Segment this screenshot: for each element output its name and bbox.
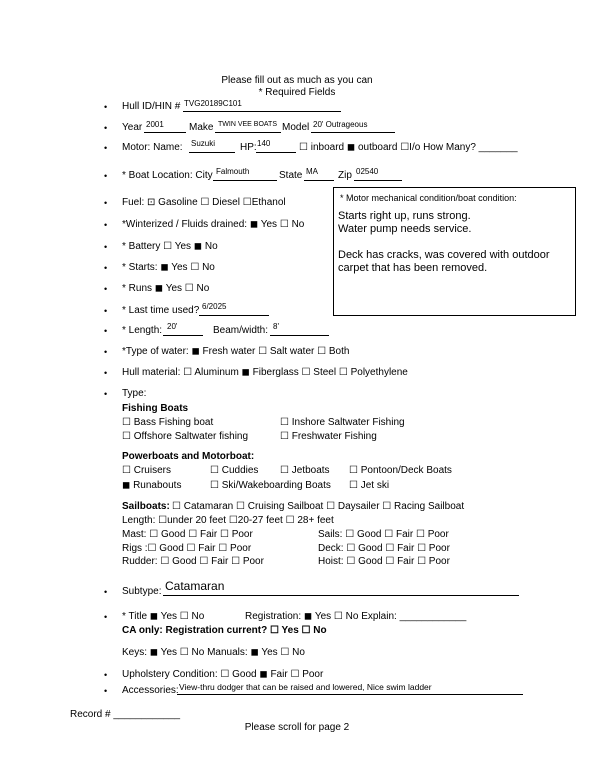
sailboats-heading: Sailboats:: [122, 501, 170, 512]
bullet: •: [104, 242, 108, 252]
year-line[interactable]: [144, 132, 186, 133]
runs-options[interactable]: * Runs ◼ Yes ☐ No: [122, 283, 210, 294]
model-line[interactable]: [311, 132, 395, 133]
subtype-label: Subtype:: [122, 586, 162, 597]
bullet: •: [104, 326, 108, 336]
hull-id-label: Hull ID/HIN #: [122, 101, 181, 112]
deck-condition[interactable]: Deck: ☐ Good ☐ Fair ☐ Poor: [318, 543, 450, 554]
bullet: •: [104, 670, 108, 680]
bullet: •: [104, 612, 108, 622]
title-options[interactable]: * Title ◼ Yes ☐ No: [122, 611, 205, 622]
last-used-label: * Last time used?: [122, 305, 200, 316]
zip-line[interactable]: [354, 180, 402, 181]
battery-options[interactable]: * Battery ☐ Yes ◼ No: [122, 241, 218, 252]
model-label: Model: [282, 122, 310, 133]
bullet: •: [104, 389, 108, 399]
make-label: Make: [189, 122, 214, 133]
hull-id-value[interactable]: TVG20189C101: [184, 99, 242, 108]
hull-material-options[interactable]: Hull material: ☐ Aluminum ◼ Fiberglass ☐ Steel ☐ Polyethylene: [122, 367, 408, 378]
motor-type-options[interactable]: ☐ inboard ◼ outboard ☐I/o How Many? _______: [299, 142, 518, 153]
sails-condition[interactable]: Sails: ☐ Good ☐ Fair ☐ Poor: [318, 529, 449, 540]
model-value[interactable]: 20' Outrageous: [313, 120, 368, 129]
sailboat-length-options[interactable]: Length: ☐under 20 feet ☐20-27 feet ☐ 28+ feet: [122, 515, 334, 526]
bullet: •: [104, 102, 108, 112]
length-label: * Length:: [122, 325, 163, 336]
type-label: Type:: [122, 388, 147, 399]
inshore-fishing-option[interactable]: ☐ Inshore Saltwater Fishing: [280, 417, 405, 428]
bullet: •: [104, 284, 108, 294]
accessories-value[interactable]: View-thru dodger that can be raised and lowered, Nice swim ladder: [179, 682, 432, 692]
city-line[interactable]: [213, 180, 277, 181]
hull-id-line[interactable]: [183, 111, 341, 112]
state-label: State: [279, 170, 303, 181]
length-line[interactable]: [163, 335, 203, 336]
hp-line[interactable]: [256, 152, 296, 153]
subtype-value[interactable]: Catamaran: [165, 579, 225, 593]
powerboats-heading: Powerboats and Motorboat:: [122, 451, 255, 462]
rudder-condition[interactable]: Rudder: ☐ Good ☐ Fair ☐ Poor: [122, 556, 264, 567]
fishing-boats-heading: Fishing Boats: [122, 403, 189, 414]
mast-condition[interactable]: Mast: ☐ Good ☐ Fair ☐ Poor: [122, 529, 253, 540]
last-used-value[interactable]: 6/2025: [202, 302, 227, 311]
motor-name-value[interactable]: Suzuki: [191, 139, 216, 148]
winterized-options[interactable]: *Winterized / Fluids drained: ◼ Yes ☐ No: [122, 219, 305, 230]
year-value[interactable]: 2001: [146, 120, 164, 129]
hoist-condition[interactable]: Hoist: ☐ Good ☐ Fair ☐ Poor: [318, 556, 450, 567]
motor-name-line[interactable]: [189, 152, 235, 153]
subtype-line[interactable]: [163, 595, 519, 596]
freshwater-fishing-option[interactable]: ☐ Freshwater Fishing: [280, 431, 377, 442]
sailboat-type-options[interactable]: ☐ Catamaran ☐ Cruising Sailboat ☐ Daysailer ☐ Racing Sailboat: [172, 501, 465, 512]
bass-fishing-option[interactable]: ☐ Bass Fishing boat: [122, 417, 214, 428]
length-value[interactable]: 20': [167, 322, 178, 331]
beam-line[interactable]: [270, 335, 329, 336]
ca-registration-current[interactable]: CA only: Registration current? ☐ Yes ☐ No: [122, 625, 327, 636]
scroll-note: Please scroll for page 2: [244, 722, 350, 733]
bullet: •: [104, 263, 108, 273]
accessories-label: Accessories:: [122, 685, 179, 696]
bullet: •: [104, 171, 108, 181]
hp-value[interactable]: 140: [257, 139, 271, 148]
bullet: •: [104, 686, 108, 696]
fuel-options[interactable]: Fuel: ⊡ Gasoline ☐ Diesel ☐Ethanol: [122, 197, 286, 208]
condition-box-title: * Motor mechanical condition/boat condition:: [340, 193, 517, 203]
bullet: •: [104, 306, 108, 316]
bullet: •: [104, 123, 108, 133]
year-label: Year: [122, 122, 143, 133]
instructions-heading: Please fill out as much as you can: [221, 75, 373, 86]
zip-label: Zip: [338, 170, 352, 181]
beam-value[interactable]: 8': [273, 322, 279, 331]
state-value[interactable]: MA: [306, 167, 318, 176]
hp-label: HP:: [240, 142, 257, 153]
bullet: •: [104, 143, 108, 153]
bullet: •: [104, 347, 108, 357]
offshore-fishing-option[interactable]: ☐ Offshore Saltwater fishing: [122, 431, 249, 442]
jet-ski-option[interactable]: ☐ Jet ski: [349, 480, 390, 491]
starts-options[interactable]: * Starts: ◼ Yes ☐ No: [122, 262, 215, 273]
registration-options[interactable]: Registration: ◼ Yes ☐ No Explain: ____________: [245, 611, 467, 622]
bullet: •: [104, 198, 108, 208]
bullet: •: [104, 368, 108, 378]
ski-wakeboarding-option[interactable]: ☐ Ski/Wakeboarding Boats: [210, 480, 331, 491]
make-value[interactable]: TWIN VEE BOATS: [218, 121, 277, 128]
city-value[interactable]: Falmouth: [216, 167, 250, 176]
pontoon-option[interactable]: ☐ Pontoon/Deck Boats: [349, 465, 452, 476]
water-type-options[interactable]: *Type of water: ◼ Fresh water ☐ Salt water ☐ Both: [122, 346, 350, 357]
record-number[interactable]: Record # ____________: [70, 709, 181, 720]
accessories-line[interactable]: [177, 694, 523, 695]
required-fields-note: * Required Fields: [258, 87, 336, 98]
rigs-condition[interactable]: Rigs :☐ Good ☐ Fair ☐ Poor: [122, 543, 252, 554]
make-line[interactable]: [215, 132, 281, 133]
condition-box[interactable]: [333, 187, 576, 316]
last-used-line[interactable]: [199, 315, 269, 316]
zip-value[interactable]: 02540: [356, 167, 379, 176]
keys-manuals-options[interactable]: Keys: ◼ Yes ☐ No Manuals: ◼ Yes ☐ No: [122, 647, 305, 658]
condition-box-text[interactable]: Starts right up, runs strong. Water pump needs service. Deck has cracks, was covered with outdoor carpet that has been removed.: [338, 210, 550, 274]
upholstery-options[interactable]: Upholstery Condition: ☐ Good ◼ Fair ☐ Poor: [122, 669, 324, 680]
motor-name-label: Motor: Name:: [122, 142, 183, 153]
beam-label: Beam/width:: [213, 325, 269, 336]
bullet: •: [104, 587, 108, 597]
state-line[interactable]: [304, 180, 334, 181]
bullet: •: [104, 220, 108, 230]
location-city-label: * Boat Location: City: [122, 170, 213, 181]
cuddies-option[interactable]: ☐ Cuddies: [210, 465, 259, 476]
cruisers-option[interactable]: ☐ Cruisers: [122, 465, 171, 476]
jetboats-option[interactable]: ☐ Jetboats: [280, 465, 330, 476]
runabouts-option[interactable]: ◼ Runabouts: [122, 480, 182, 491]
